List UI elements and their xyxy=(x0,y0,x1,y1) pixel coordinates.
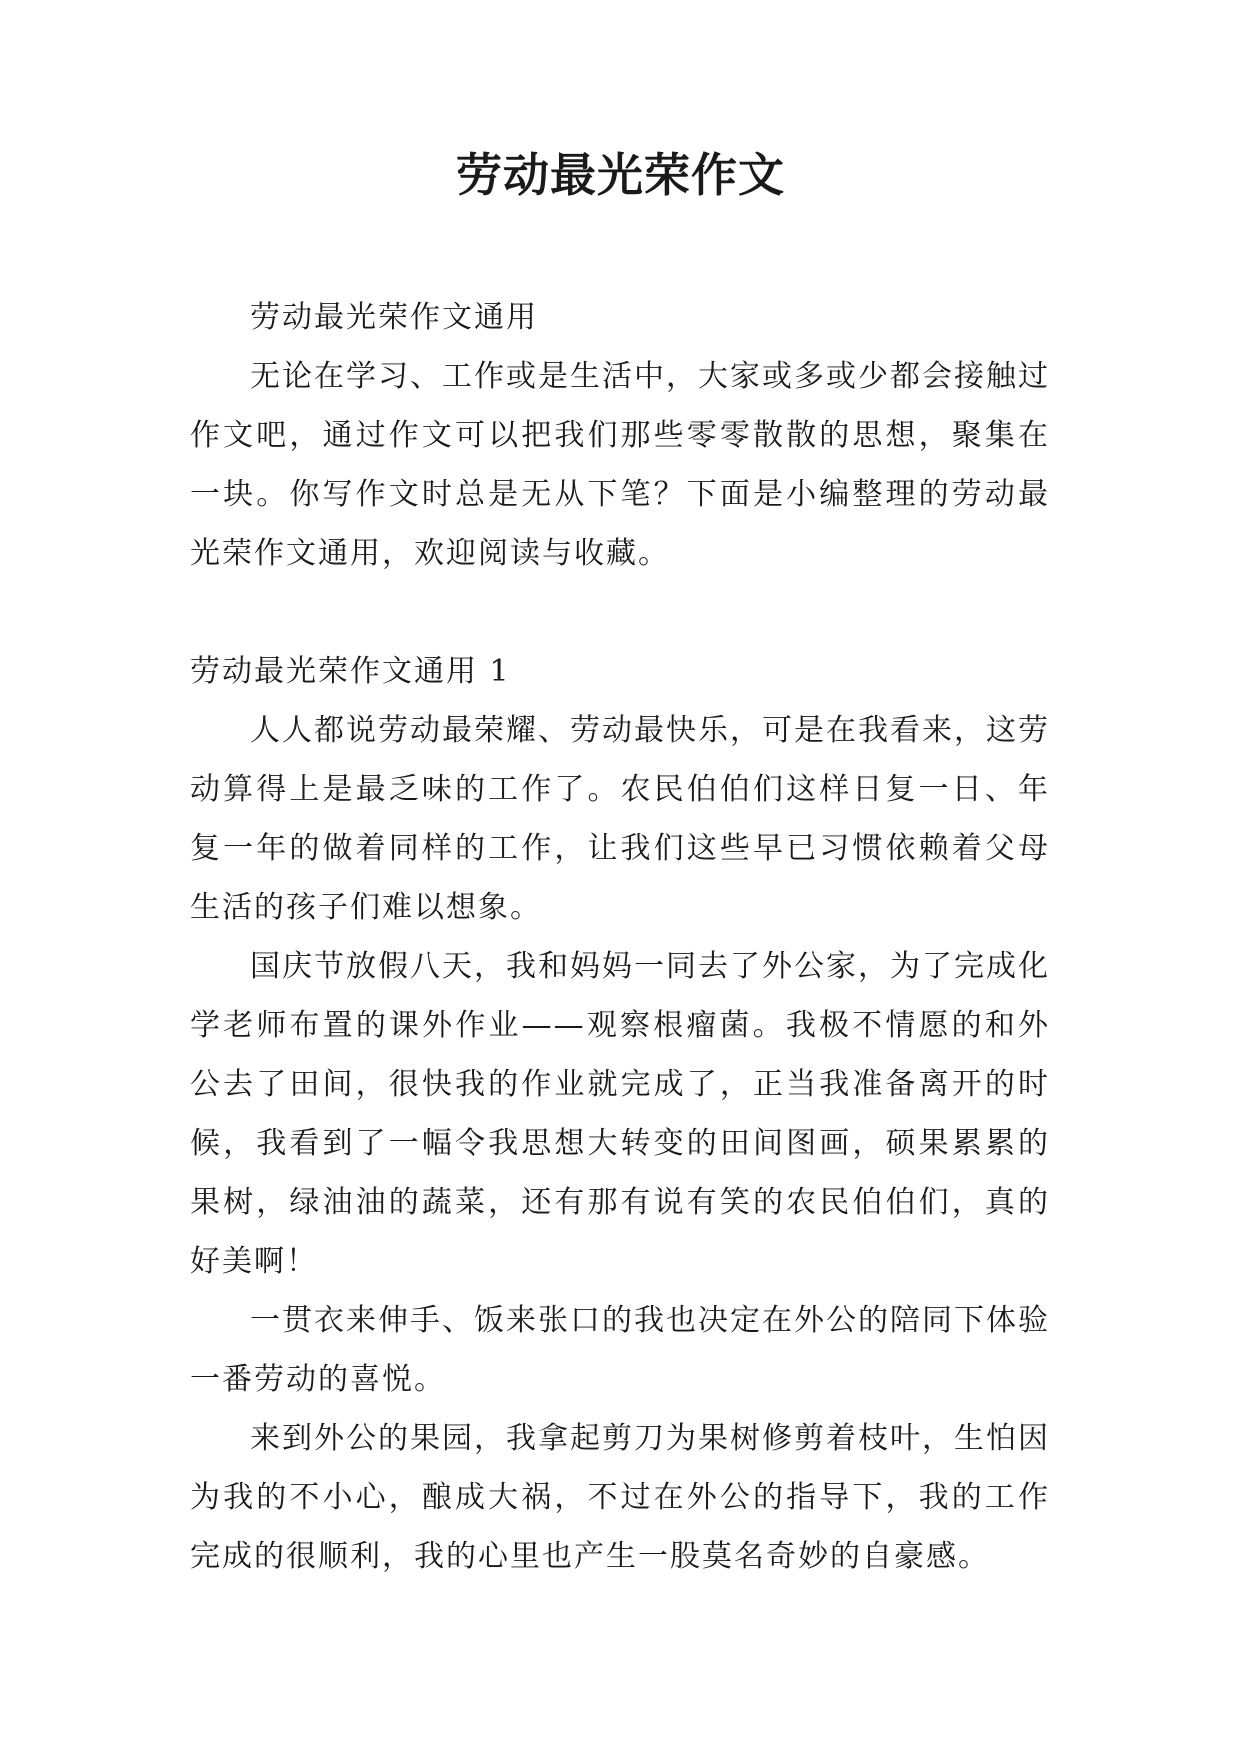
paragraph-spacer xyxy=(190,583,1050,642)
section-heading: 劳动最光荣作文通用 1 xyxy=(190,654,511,689)
document-body xyxy=(190,288,1050,1586)
intro-paragraph: 无论在学习、工作或是生活中，大家或多或少都会接触过作文吧，通过作文可以把我们那些零零散散的思想，聚集在一块。你写作文时总是无从下笔？下面是小编整理的劳动最光荣作文通用，欢迎阅读与收藏。 xyxy=(190,359,1050,571)
body-paragraph: 国庆节放假八天，我和妈妈一同去了外公家，为了完成化学老师布置的课外作业——观察根瘤菌。我极不情愿的和外公去了田间，很快我的作业就完成了，正当我准备离开的时候，我看到了一幅令我思想大转变的田间图画，硕果累累的果树，绿油油的蔬菜，还有那有说有笑的农民伯伯们，真的好美啊！ xyxy=(190,949,1050,1279)
body-paragraph: 来到外公的果园，我拿起剪刀为果树修剪着枝叶，生怕因为我的不小心，酿成大祸，不过在外公的指导下，我的工作完成的很顺利，我的心里也产生一股莫名奇妙的自豪感。 xyxy=(190,1421,1050,1574)
document-title: 劳动最光荣作文 xyxy=(456,148,785,202)
body-paragraph: 人人都说劳动最荣耀、劳动最快乐，可是在我看来，这劳动算得上是最乏味的工作了。农民伯伯们这样日复一日、年复一年的做着同样的工作，让我们这些早已习惯依赖着父母生活的孩子们难以想象。 xyxy=(190,713,1050,925)
document-subtitle: 劳动最光荣作文通用 xyxy=(250,300,538,335)
body-paragraph: 一贯衣来伸手、饭来张口的我也决定在外公的陪同下体验一番劳动的喜悦。 xyxy=(190,1303,1050,1397)
